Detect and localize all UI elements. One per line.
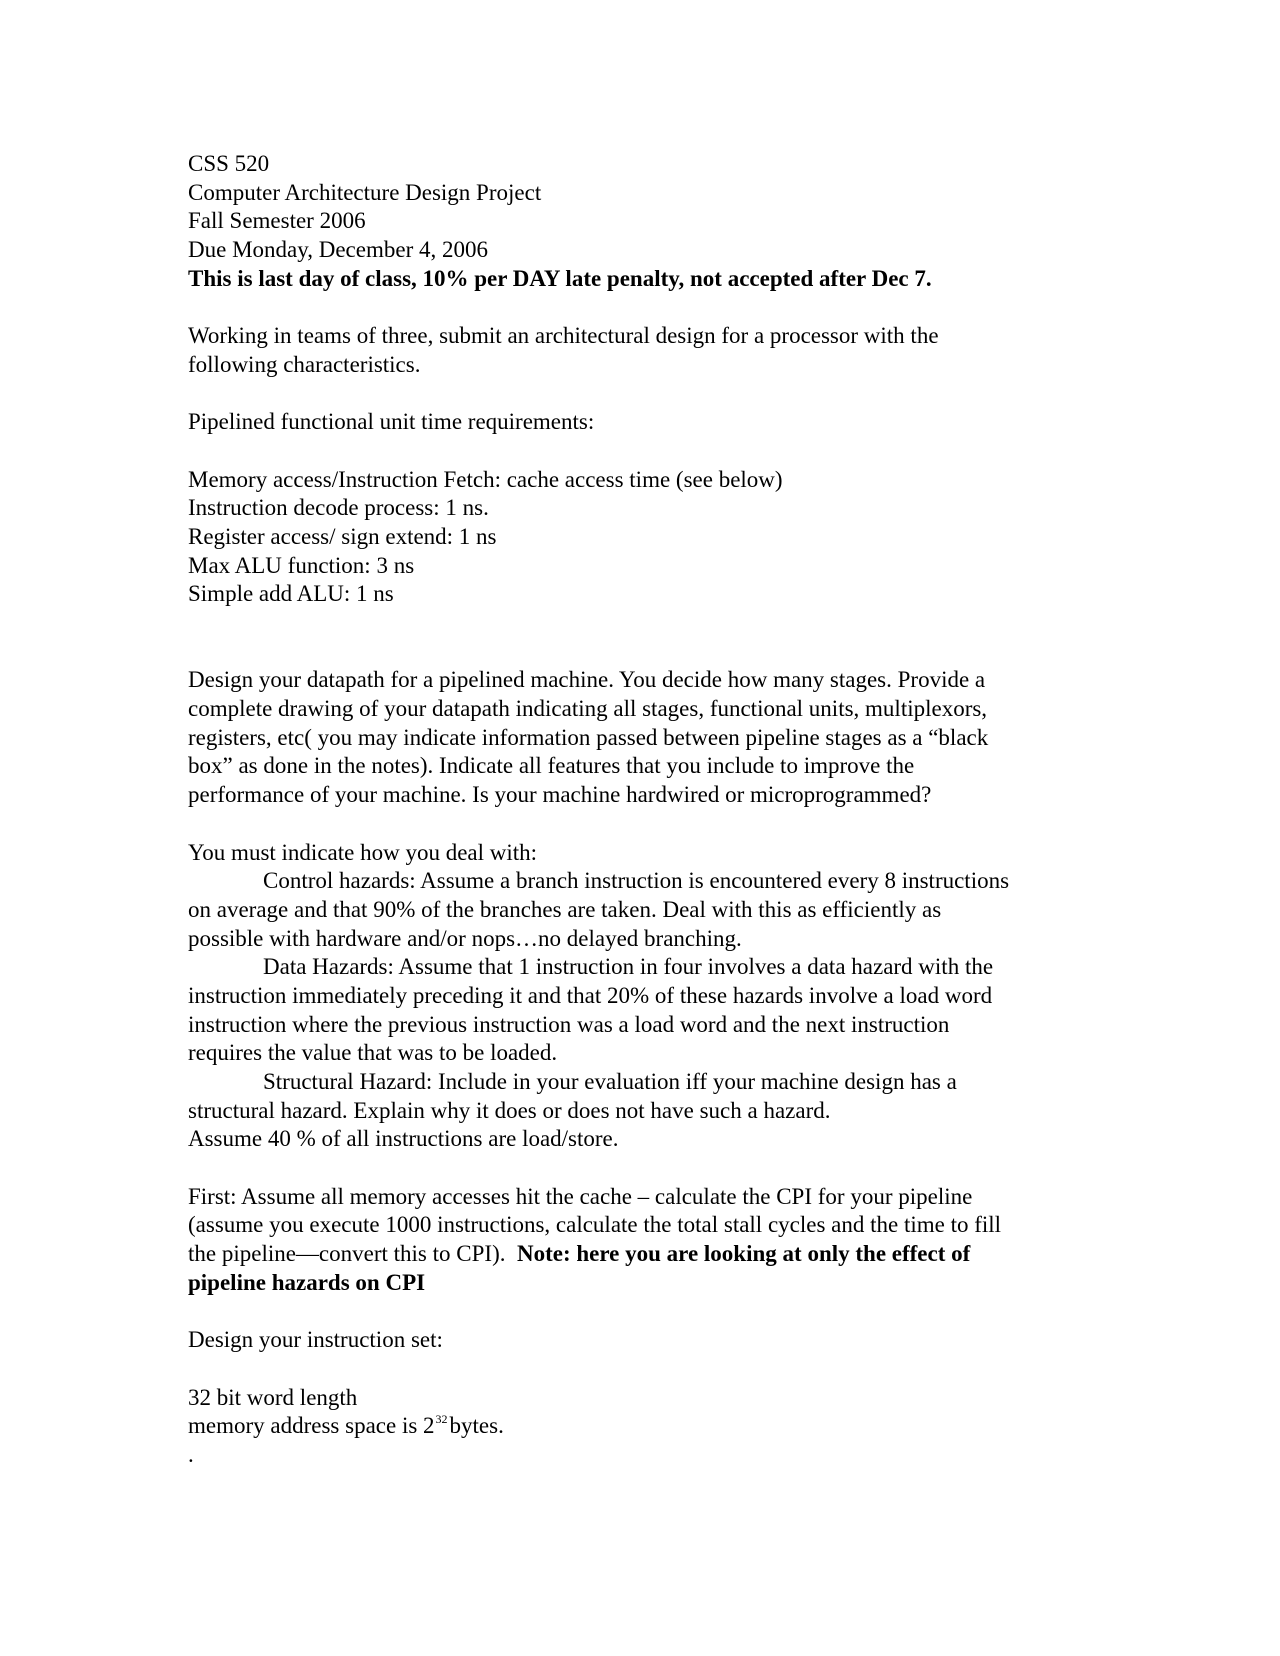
- late-policy: This is last day of class, 10% per DAY late penalty, not accepted after Dec 7.: [188, 265, 932, 291]
- datapath-line: registers, etc( you may indicate information passed between pipeline stages as a “black: [188, 724, 989, 750]
- data-hazard-line: instruction where the previous instruction was a load word and the next instruction: [188, 1011, 950, 1037]
- data-hazard-line: Data Hazards: Assume that 1 instruction in four involves a data hazard with the: [263, 954, 994, 980]
- structural-hazard-line: structural hazard. Explain why it does or does not have such a hazard.: [188, 1097, 831, 1123]
- timing-item: Simple add ALU: 1 ns: [188, 581, 394, 607]
- cpi-text: the pipeline—convert this to CPI).: [188, 1241, 517, 1267]
- control-hazard-line: on average and that 90% of the branches are taken. Deal with this as efficiently as: [188, 896, 942, 922]
- timing-item: Max ALU function: 3 ns: [188, 552, 415, 578]
- data-hazard-line: requires the value that was to be loaded.: [188, 1040, 558, 1066]
- cpi-line: (assume you execute 1000 instructions, calculate the total stall cycles and the time to fill: [188, 1212, 1002, 1238]
- intro-line: Working in teams of three, submit an architectural design for a processor with the: [188, 323, 939, 349]
- trailing-period: .: [188, 1441, 194, 1467]
- load-store-assumption: Assume 40 % of all instructions are load/store.: [188, 1126, 619, 1152]
- spacer: [188, 1298, 1088, 1327]
- spacer: [188, 810, 1088, 839]
- datapath-line: performance of your machine. Is your machine hardwired or microprogrammed?: [188, 782, 932, 808]
- spacer: [188, 380, 1088, 409]
- intro-line: following characteristics.: [188, 351, 421, 377]
- cpi-note: Note: here you are looking at only the effect of: [516, 1241, 971, 1267]
- document-body: [188, 150, 1088, 1470]
- timing-item: Instruction decode process: 1 ns.: [188, 495, 489, 521]
- cpi-note: pipeline hazards on CPI: [188, 1269, 426, 1295]
- datapath-line: complete drawing of your datapath indicating all stages, functional units, multiplexors,: [188, 696, 988, 722]
- spacer: [188, 1154, 1088, 1183]
- timing-item: Register access/ sign extend: 1 ns: [188, 523, 497, 549]
- spacer: [188, 609, 1088, 638]
- course-code: CSS 520: [188, 151, 270, 176]
- cpi-line: [188, 1240, 1088, 1269]
- datapath-line: box” as done in the notes). Indicate all features that you include to improve the: [188, 753, 915, 779]
- control-hazard-line: possible with hardware and/or nops…no delayed branching.: [188, 925, 742, 951]
- datapath-line: Design your datapath for a pipelined machine. You decide how many stages. Provide a: [188, 667, 986, 693]
- timing-item: Memory access/Instruction Fetch: cache access time (see below): [188, 466, 783, 492]
- address-space-suffix: bytes.: [449, 1413, 504, 1439]
- spacer: [188, 293, 1088, 322]
- address-space-prefix: memory address space is 2: [188, 1413, 435, 1439]
- timing-heading: Pipelined functional unit time requirements:: [188, 409, 595, 435]
- hazards-heading: You must indicate how you deal with:: [188, 839, 538, 865]
- instruction-set-heading: Design your instruction set:: [188, 1327, 443, 1353]
- spacer: [188, 1355, 1088, 1384]
- structural-hazard-line: Structural Hazard: Include in your evaluation iff your machine design has a: [263, 1069, 957, 1094]
- due-date: Due Monday, December 4, 2006: [188, 237, 488, 263]
- address-space: [188, 1412, 1088, 1441]
- cpi-line: First: Assume all memory accesses hit the cache – calculate the CPI for your pipeline: [188, 1183, 973, 1209]
- spacer: [188, 638, 1088, 667]
- control-hazard-line: Control hazards: Assume a branch instruction is encountered every 8 instructions: [263, 868, 1010, 894]
- data-hazard-line: instruction immediately preceding it and that 20% of these hazards involve a load word: [188, 982, 993, 1008]
- address-space-exponent: 32: [435, 1412, 448, 1427]
- project-title: Computer Architecture Design Project: [188, 179, 542, 205]
- spacer: [188, 437, 1088, 466]
- semester: Fall Semester 2006: [188, 208, 366, 234]
- word-length: 32 bit word length: [188, 1384, 358, 1410]
